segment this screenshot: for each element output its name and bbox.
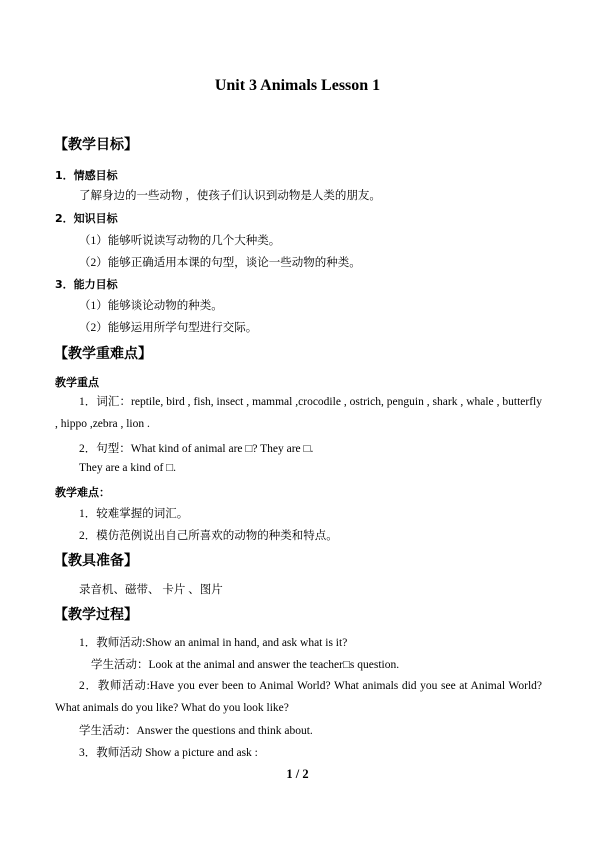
difficult-point-item: 2．模仿范例说出自己所喜欢的动物的种类和特点。	[79, 530, 338, 542]
difficult-points-heading: 教学难点：	[55, 486, 110, 499]
sentence-pattern-1: 2．句型：What kind of animal are □? They are □.	[79, 443, 314, 455]
materials-text: 录音机、磁带、 卡片 、图片	[79, 584, 223, 596]
section-heading-process: 【教学过程】	[54, 607, 138, 623]
process-step1-student: 学生活动：Look at the animal and answer the teacher□s question.	[91, 659, 400, 671]
vocabulary-paragraph: 1．词汇：reptile, bird , fish, insect , mammal ,crocodile , ostrich, penguin , shark , whale , butterfly , hippo ,zebra , lion .	[55, 396, 542, 430]
ability-objective-item: （2）能够运用所学句型进行交际。	[79, 322, 258, 334]
sentence-pattern-2: They are a kind of □.	[79, 462, 176, 474]
difficult-point-item: 1．较难掌握的词汇。	[79, 508, 189, 520]
page-title: Unit 3 Animals Lesson 1	[214, 77, 381, 94]
process-step2-student: 学生活动：Answer the questions and think about.	[79, 725, 313, 737]
knowledge-objective-item: （1）能够听说读写动物的几个大种类。	[79, 235, 281, 247]
emotion-objective-heading: 1．情感目标	[55, 169, 118, 182]
section-heading-key-difficult: 【教学重难点】	[54, 346, 152, 362]
page-number: 1 / 2	[286, 767, 309, 781]
process-step3-teacher: 3．教师活动 Show a picture and ask :	[79, 747, 258, 759]
emotion-objective-text: 了解身边的一些动物 ，使孩子们认识到动物是人类的朋友。	[79, 190, 381, 202]
process-step1-teacher: 1．教师活动:Show an animal in hand, and ask what is it?	[79, 637, 348, 649]
process-step2-teacher: 2．教师活动:Have you ever been to Animal World? What animals did you see at Animal World? What animals do you like? What do you look like?	[55, 680, 542, 714]
ability-objective-item: （1）能够谈论动物的种类。	[79, 300, 223, 312]
section-heading-objectives: 【教学目标】	[54, 137, 138, 153]
ability-objective-heading: 3．能力目标	[55, 278, 118, 291]
section-heading-materials: 【教具准备】	[54, 553, 138, 569]
knowledge-objective-heading: 2．知识目标	[55, 212, 118, 225]
key-points-heading: 教学重点	[55, 376, 99, 389]
knowledge-objective-item: （2）能够正确适用本课的句型，谈论一些动物的种类。	[79, 257, 361, 269]
